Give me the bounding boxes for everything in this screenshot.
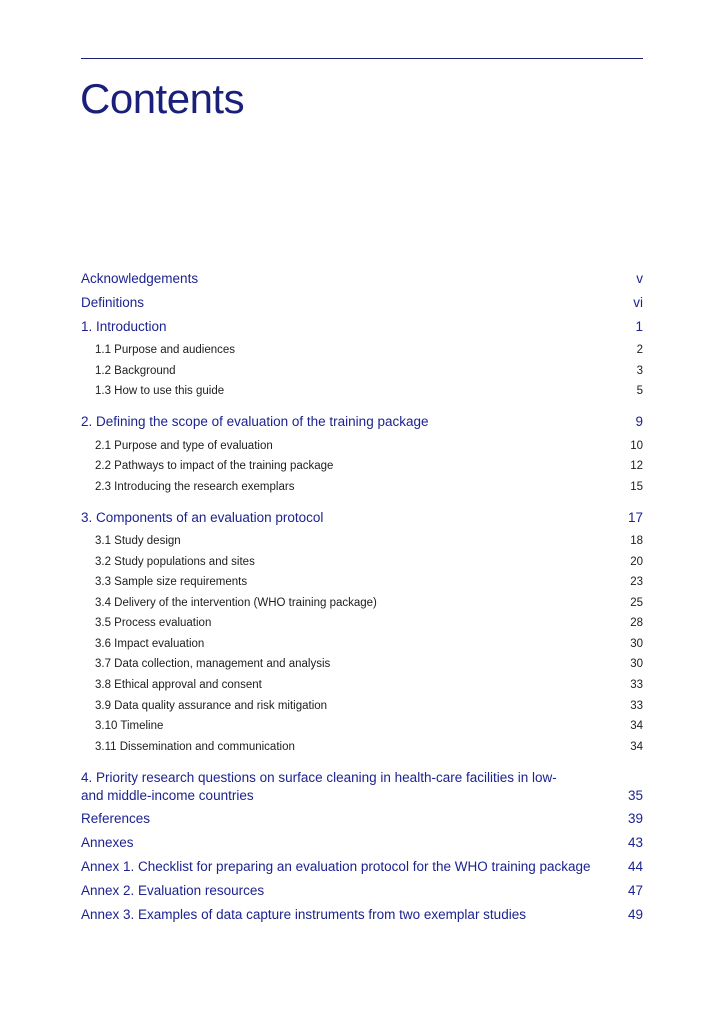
toc-entry-label: 3.1 Study design [95, 535, 181, 547]
toc-entry-3-2[interactable] [81, 555, 643, 570]
toc-entry-page: 30 [630, 638, 643, 650]
header-rule [81, 58, 643, 59]
toc-entry-page: 44 [627, 859, 643, 874]
toc-entry-page: 20 [630, 556, 643, 568]
toc-entry-page: 18 [630, 535, 643, 547]
toc-entry-annexes[interactable] [81, 834, 643, 852]
toc-entry-label: 4. Priority research questions on surface cleaning in health-care facilities in low- and middle-income countries [81, 770, 557, 803]
toc-entry-page: 10 [630, 440, 643, 452]
toc-entry-1-2[interactable] [81, 364, 643, 379]
toc-entry-label: 2. Defining the scope of evaluation of the training package [81, 414, 429, 429]
toc-entry-label: 3.10 Timeline [95, 720, 164, 732]
toc-entry-3-8[interactable] [81, 678, 643, 693]
toc-entry-3-3[interactable] [81, 575, 643, 590]
toc-entry-3-9[interactable] [81, 699, 643, 714]
toc-entry-3-11[interactable] [81, 740, 643, 755]
toc-entry-label: Annexes [81, 835, 134, 850]
toc-entry-page: 43 [627, 835, 643, 850]
toc-entry-page: vi [633, 295, 643, 310]
toc-entry-label: 2.1 Purpose and type of evaluation [95, 440, 273, 452]
toc-entry-label: Annex 3. Examples of data capture instruments from two exemplar studies [81, 907, 526, 922]
toc-entry-page: 12 [630, 460, 643, 472]
toc-entry-annex-2[interactable] [81, 882, 643, 900]
toc-entry-page: v [636, 271, 643, 286]
toc-entry-2-3[interactable] [81, 480, 643, 495]
toc-entry-label: 2.3 Introducing the research exemplars [95, 481, 295, 493]
toc-entry-definitions[interactable] [81, 294, 643, 312]
toc-entry-page: 2 [636, 344, 643, 356]
toc-entry-page: 9 [635, 414, 643, 429]
toc-entry-page: 1 [635, 319, 643, 334]
toc-entry-label: References [81, 811, 151, 826]
toc-entry-page: 28 [630, 617, 643, 629]
toc-entry-chapter-2[interactable] [81, 413, 643, 431]
toc-entry-chapter-3[interactable] [81, 509, 643, 527]
toc-entry-label: 3.7 Data collection, management and analysis [95, 658, 331, 670]
toc-entry-page: 30 [630, 658, 643, 670]
toc-entry-chapter-4[interactable] [81, 769, 643, 805]
toc-entry-references[interactable] [81, 810, 643, 828]
toc-entry-3-4[interactable] [81, 596, 643, 611]
toc-entry-1-1[interactable] [81, 343, 643, 358]
toc-entry-2-2[interactable] [81, 459, 643, 474]
toc-entry-page: 17 [627, 510, 643, 525]
toc-entry-3-6[interactable] [81, 637, 643, 652]
toc-entry-page: 39 [627, 811, 643, 826]
toc-entry-label: 1.2 Background [95, 365, 176, 377]
toc-entry-label: Definitions [81, 295, 145, 310]
toc-entry-page: 3 [636, 365, 643, 377]
toc-entry-page: 34 [630, 741, 643, 753]
toc-entry-acknowledgements[interactable] [81, 270, 643, 288]
toc-entry-label: 1.1 Purpose and audiences [95, 344, 236, 356]
toc-entry-label: 3.6 Impact evaluation [95, 638, 205, 650]
toc-entry-2-1[interactable] [81, 439, 643, 454]
toc-entry-label: 3.5 Process evaluation [95, 617, 212, 629]
toc-entry-label: 2.2 Pathways to impact of the training package [95, 460, 334, 472]
toc-entry-label: Annex 1. Checklist for preparing an evaluation protocol for the WHO training package [81, 859, 591, 874]
toc-entry-3-10[interactable] [81, 719, 643, 734]
toc-entry-label: 3.4 Delivery of the intervention (WHO training package) [95, 597, 377, 609]
toc-entry-3-1[interactable] [81, 534, 643, 549]
toc-entry-annex-3[interactable] [81, 906, 643, 924]
toc-entry-page: 33 [630, 700, 643, 712]
toc-entry-page: 15 [630, 481, 643, 493]
toc-entry-page: 49 [627, 907, 643, 922]
toc-entry-page: 34 [630, 720, 643, 732]
toc-entry-1-3[interactable] [81, 384, 643, 399]
toc-entry-label: 3.3 Sample size requirements [95, 576, 248, 588]
toc-entry-label: 3.2 Study populations and sites [95, 556, 255, 568]
toc-entry-page: 5 [636, 385, 643, 397]
toc-entry-label: 3.8 Ethical approval and consent [95, 679, 262, 691]
toc-entry-3-5[interactable] [81, 616, 643, 631]
toc-entry-3-7[interactable] [81, 657, 643, 672]
toc-entry-page: 35 [627, 788, 643, 803]
toc-entry-introduction[interactable] [81, 318, 643, 336]
toc-entry-label: 3.11 Dissemination and communication [95, 741, 295, 753]
toc-entry-label: Annex 2. Evaluation resources [81, 883, 265, 898]
toc-entry-label: 1.3 How to use this guide [95, 385, 225, 397]
toc-entry-page: 47 [627, 883, 643, 898]
toc-entry-page: 25 [630, 597, 643, 609]
toc-entry-label: Acknowledgements [81, 271, 199, 286]
toc-entry-annex-1[interactable] [81, 858, 643, 876]
toc-entry-label: 1. Introduction [81, 319, 167, 334]
toc-entry-page: 33 [630, 679, 643, 691]
toc-entry-label: 3. Components of an evaluation protocol [81, 510, 324, 525]
page-title: Contents [80, 75, 245, 122]
toc-entry-page: 23 [630, 576, 643, 588]
toc-entry-label: 3.9 Data quality assurance and risk mitigation [95, 700, 328, 712]
